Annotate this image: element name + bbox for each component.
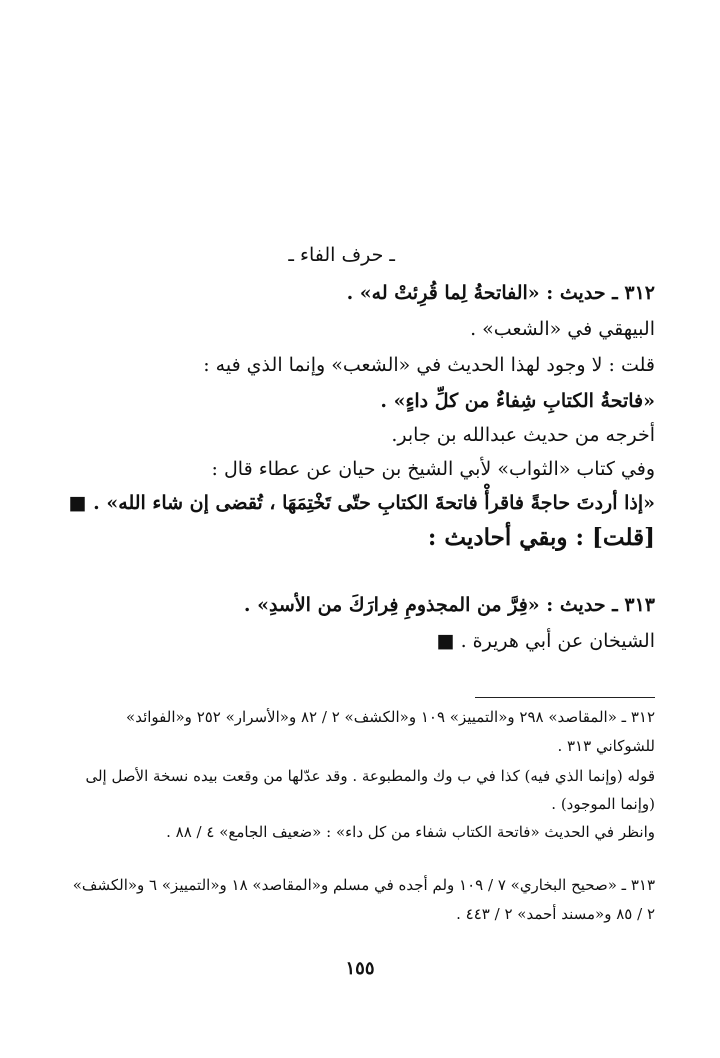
- hadith-312-thawab: وفي كتاب «الثواب» لأبي الشيخ بن حيان عن عطاء قال :: [211, 458, 655, 480]
- footnote-312-line5: وانظر في الحديث «فاتحة الكتاب شفاء من كل داء» : «ضعيف الجامع» ٤ / ٨٨ .: [166, 823, 655, 841]
- hadith-312-text: «فاتحةُ الكتابِ شِفاءٌ من كلِّ داءٍ» .: [380, 390, 655, 412]
- chapter-title: ـ حرف الفاء ـ: [288, 244, 395, 266]
- hadith-312-title: ٣١٢ ـ حديث : «الفاتحةُ لِما قُرِئتْ له» .: [346, 282, 655, 304]
- footnote-separator: [475, 697, 655, 698]
- hadith-313-source: الشيخان عن أبي هريرة . ■: [436, 630, 655, 652]
- footnote-312-line1: ٣١٢ ـ «المقاصد» ٢٩٨ و«التمييز» ١٠٩ و«الكشف» ٢ / ٨٢ و«الأسرار» ٢٥٢ و«الفوائد»: [126, 708, 655, 726]
- hadith-312-note: قلت : لا وجود لهذا الحديث في «الشعب» وإنما الذي فيه :: [203, 354, 655, 376]
- footnote-312-line2: للشوكاني ٣١٣ .: [557, 737, 655, 755]
- footnote-313-line1: ٣١٣ ـ «صحيح البخاري» ٧ / ١٠٩ ولم أجده في مسلم و«المقاصد» ١٨ و«التمييز» ٦ و«الكشف»: [72, 876, 655, 894]
- hadith-312-source: البيهقي في «الشعب» .: [470, 318, 655, 340]
- page-number: ١٥٥: [345, 958, 375, 979]
- hadith-312-narration: أخرجه من حديث عبدالله بن جابر.: [391, 424, 655, 446]
- hadith-312-quote: «إذا أردتَ حاجةً فاقرأْ فاتحةَ الكتابِ حتّى تَخْتِمَهَا ، تُقضى إن شاء الله» . ■: [68, 492, 655, 514]
- section-heading: [قلت] : وبقي أحاديث :: [427, 524, 655, 551]
- footnote-312-line4: (وإنما الموجود) .: [551, 795, 655, 813]
- footnote-313-line2: ٢ / ٨٥ و«مسند أحمد» ٢ / ٤٤٣ .: [456, 905, 655, 923]
- footnote-312-line3: قوله (وإنما الذي فيه) كذا في ب وك والمطبوعة . وقد عدّلها من وقعت بيده نسخة الأصل إلى: [85, 767, 655, 785]
- hadith-313-title: ٣١٣ ـ حديث : «فِرَّ من المجذومِ فِرارَكَ من الأسدِ» .: [243, 594, 655, 616]
